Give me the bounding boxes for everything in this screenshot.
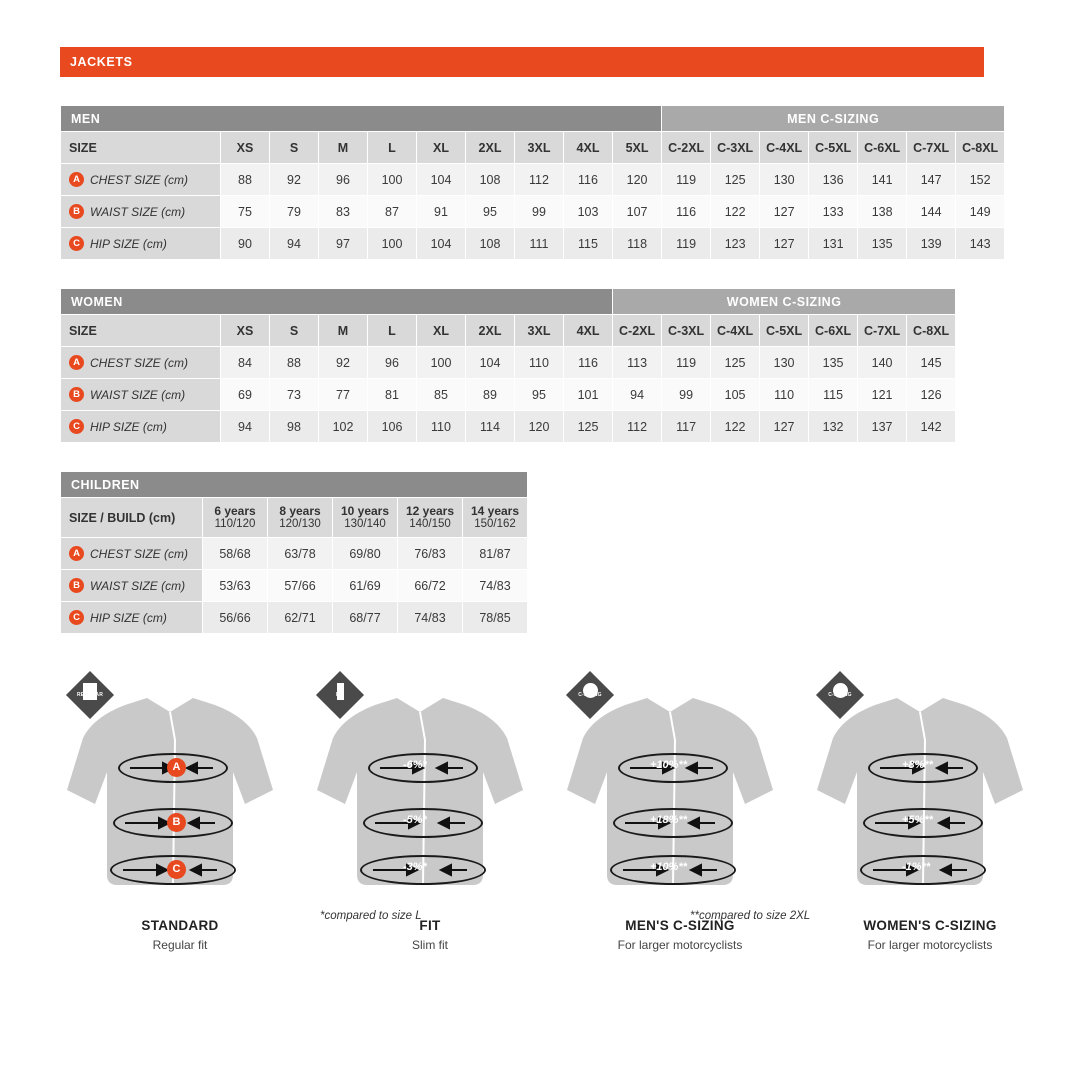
cell: 139 [907, 228, 956, 260]
marker-waist-delta: +18%** [650, 814, 688, 826]
cell: 127 [760, 228, 809, 260]
row-label-text: CHEST SIZE (cm) [90, 546, 188, 561]
cell: 135 [809, 347, 858, 379]
row-label-text: WAIST SIZE (cm) [90, 578, 186, 593]
cell: 76/83 [398, 538, 463, 570]
jacket-illustration [805, 660, 1055, 900]
cell: 94 [613, 379, 662, 411]
cell: 104 [417, 164, 466, 196]
women-size-label: SIZE [61, 315, 221, 347]
women-header-left: WOMEN [61, 289, 613, 315]
women-size-col: 3XL [515, 315, 564, 347]
women-row-label-waist [61, 379, 221, 411]
men-size-label: SIZE [61, 132, 221, 164]
note-csizing: **compared to size 2XL [690, 910, 811, 922]
note-fit: *compared to size L [320, 910, 422, 922]
cell: 87 [368, 196, 417, 228]
cell: 135 [858, 228, 907, 260]
cell: 69 [221, 379, 270, 411]
women-size-col: XS [221, 315, 270, 347]
children-col-build: 140/150 [409, 517, 451, 530]
men-row-label-waist [61, 196, 221, 228]
cell: 123 [711, 228, 760, 260]
cell: 122 [711, 411, 760, 443]
fit-tag-label: FIT [335, 692, 345, 698]
men-size-col: XL [417, 132, 466, 164]
row-label-text: HIP SIZE (cm) [90, 236, 167, 251]
women-csize-col: C-7XL [858, 315, 907, 347]
cell: 96 [368, 347, 417, 379]
cell: 101 [564, 379, 613, 411]
cell: 81 [368, 379, 417, 411]
row-label-text: CHEST SIZE (cm) [90, 172, 188, 187]
children-table-size-header [61, 498, 528, 538]
cell: 126 [907, 379, 956, 411]
women-csize-col: C-2XL [613, 315, 662, 347]
women-size-col: M [319, 315, 368, 347]
cell: 92 [270, 164, 319, 196]
children-size-label: SIZE / BUILD (cm) [61, 498, 203, 538]
cell: 119 [662, 347, 711, 379]
cell: 133 [809, 196, 858, 228]
cell: 94 [221, 411, 270, 443]
men-csize-col: C-4XL [760, 132, 809, 164]
row-label-text: WAIST SIZE (cm) [90, 387, 186, 402]
measure-arrows [305, 660, 555, 900]
cell: 99 [662, 379, 711, 411]
children-col-build: 110/120 [214, 517, 256, 530]
cell: 114 [466, 411, 515, 443]
cell: 107 [613, 196, 662, 228]
cell: 97 [319, 228, 368, 260]
men-size-col: L [368, 132, 417, 164]
children-col-header [398, 498, 463, 538]
cell: 130 [760, 347, 809, 379]
women-csize-col: C-6XL [809, 315, 858, 347]
figure-caption [55, 918, 305, 952]
cell: 110 [417, 411, 466, 443]
cell: 127 [760, 411, 809, 443]
cell: 111 [515, 228, 564, 260]
page-title: JACKETS [60, 47, 984, 77]
children-col-age: 10 years [340, 503, 390, 518]
row-label-text: HIP SIZE (cm) [90, 610, 167, 625]
cell: 100 [417, 347, 466, 379]
cell: 61/69 [333, 570, 398, 602]
cell: 74/83 [463, 570, 528, 602]
cell: 105 [711, 379, 760, 411]
cell: 98 [270, 411, 319, 443]
cell: 58/68 [203, 538, 268, 570]
men-size-col: XS [221, 132, 270, 164]
women-table-group-header [61, 289, 956, 315]
cell: 102 [319, 411, 368, 443]
marker-a: A [167, 758, 186, 777]
cell: 115 [809, 379, 858, 411]
children-col-header [268, 498, 333, 538]
children-size-table [60, 471, 528, 634]
cell: 112 [515, 164, 564, 196]
fit-figures [55, 660, 1030, 1020]
table-row [61, 196, 1005, 228]
cell: 110 [515, 347, 564, 379]
jacket-illustration [305, 660, 555, 900]
cell: 90 [221, 228, 270, 260]
table-row [61, 411, 956, 443]
cell: 99 [515, 196, 564, 228]
figure-standard [55, 660, 305, 1020]
marker-chest-delta: +8%** [902, 759, 933, 771]
cell: 138 [858, 196, 907, 228]
men-size-table [60, 105, 1005, 260]
men-csize-col: C-8XL [956, 132, 1005, 164]
cell: 103 [564, 196, 613, 228]
children-col-header [463, 498, 528, 538]
marker-waist-delta: +5%** [902, 814, 933, 826]
marker-chest-delta: +10%** [650, 759, 688, 771]
figure-subtitle: For larger motorcyclists [867, 938, 993, 952]
cell: 75 [221, 196, 270, 228]
cell: 119 [662, 228, 711, 260]
cell: 144 [907, 196, 956, 228]
cell: 62/71 [268, 602, 333, 634]
men-header-left: MEN [61, 106, 662, 132]
women-csize-col: C-3XL [662, 315, 711, 347]
cell: 104 [417, 228, 466, 260]
badge-a: A [69, 172, 84, 187]
cell: 68/77 [333, 602, 398, 634]
cell: 118 [613, 228, 662, 260]
cell: 127 [760, 196, 809, 228]
cell: 108 [466, 228, 515, 260]
children-row-label-waist [61, 570, 203, 602]
marker-waist-delta: -5%* [403, 814, 427, 826]
cell: 89 [466, 379, 515, 411]
cell: 116 [662, 196, 711, 228]
figure-subtitle: Slim fit [412, 938, 448, 952]
table-row [61, 570, 528, 602]
men-size-col: M [319, 132, 368, 164]
children-col-header [333, 498, 398, 538]
men-row-label-chest [61, 164, 221, 196]
marker-hip-delta: +10%** [650, 861, 688, 873]
women-size-col: S [270, 315, 319, 347]
marker-hip-delta: -3%* [403, 861, 427, 873]
children-col-age: 8 years [279, 503, 321, 518]
cell: 100 [368, 164, 417, 196]
cell: 131 [809, 228, 858, 260]
fit-tag-label: C-SIZING [578, 692, 602, 698]
women-row-label-chest [61, 347, 221, 379]
cell: 84 [221, 347, 270, 379]
men-size-col: 5XL [613, 132, 662, 164]
men-size-col: 4XL [564, 132, 613, 164]
figure-caption [805, 918, 1055, 952]
cell: 85 [417, 379, 466, 411]
cell: 79 [270, 196, 319, 228]
marker-c: C [167, 860, 186, 879]
table-row [61, 379, 956, 411]
cell: 113 [613, 347, 662, 379]
cell: 78/85 [463, 602, 528, 634]
cell: 77 [319, 379, 368, 411]
cell: 140 [858, 347, 907, 379]
cell: 137 [858, 411, 907, 443]
badge-c: C [69, 610, 84, 625]
badge-b: B [69, 204, 84, 219]
cell: 117 [662, 411, 711, 443]
figure-fit [305, 660, 555, 1020]
cell: 100 [368, 228, 417, 260]
cell: 106 [368, 411, 417, 443]
marker-chest-delta: -6%* [403, 759, 427, 771]
cell: 66/72 [398, 570, 463, 602]
cell: 120 [515, 411, 564, 443]
women-size-col: 4XL [564, 315, 613, 347]
cell: 88 [270, 347, 319, 379]
marker-b: B [167, 813, 186, 832]
figure-caption [555, 918, 805, 952]
women-row-label-hip [61, 411, 221, 443]
badge-c: C [69, 419, 84, 434]
table-row [61, 538, 528, 570]
cell: 119 [662, 164, 711, 196]
cell: 116 [564, 164, 613, 196]
cell: 120 [613, 164, 662, 196]
figure-caption [305, 918, 555, 952]
fit-tag-label: REGULAR [76, 692, 104, 698]
table-row [61, 602, 528, 634]
cell: 122 [711, 196, 760, 228]
children-col-build: 130/140 [344, 517, 386, 530]
jacket-illustration [555, 660, 805, 900]
badge-b: B [69, 578, 84, 593]
cell: 73 [270, 379, 319, 411]
cell: 142 [907, 411, 956, 443]
cell: 53/63 [203, 570, 268, 602]
figure-womens-csizing [805, 660, 1055, 1020]
cell: 116 [564, 347, 613, 379]
women-size-col: XL [417, 315, 466, 347]
cell: 141 [858, 164, 907, 196]
cell: 95 [466, 196, 515, 228]
women-header-right: WOMEN C-SIZING [613, 289, 956, 315]
women-size-col: 2XL [466, 315, 515, 347]
cell: 147 [907, 164, 956, 196]
cell: 88 [221, 164, 270, 196]
cell: 125 [564, 411, 613, 443]
children-col-header [203, 498, 268, 538]
men-row-label-hip [61, 228, 221, 260]
cell: 83 [319, 196, 368, 228]
cell: 112 [613, 411, 662, 443]
cell: 69/80 [333, 538, 398, 570]
cell: 94 [270, 228, 319, 260]
cell: 56/66 [203, 602, 268, 634]
cell: 57/66 [268, 570, 333, 602]
fit-tag-label: C-SIZING [828, 692, 852, 698]
cell: 152 [956, 164, 1005, 196]
cell: 91 [417, 196, 466, 228]
figure-title: STANDARD [141, 918, 219, 933]
cell: 74/83 [398, 602, 463, 634]
marker-hip-delta: -1%** [902, 861, 931, 873]
men-csize-col: C-7XL [907, 132, 956, 164]
men-csize-col: C-3XL [711, 132, 760, 164]
men-header-right: MEN C-SIZING [662, 106, 1005, 132]
men-table-size-header [61, 132, 1005, 164]
women-csize-col: C-8XL [907, 315, 956, 347]
cell: 92 [319, 347, 368, 379]
figure-mens-csizing [555, 660, 805, 1020]
men-csize-col: C-6XL [858, 132, 907, 164]
men-size-col: S [270, 132, 319, 164]
badge-b: B [69, 387, 84, 402]
row-label-text: CHEST SIZE (cm) [90, 355, 188, 370]
cell: 149 [956, 196, 1005, 228]
figure-title: MEN'S C-SIZING [625, 918, 735, 933]
cell: 96 [319, 164, 368, 196]
cell: 81/87 [463, 538, 528, 570]
figure-title: WOMEN'S C-SIZING [863, 918, 997, 933]
men-csize-col: C-5XL [809, 132, 858, 164]
cell: 115 [564, 228, 613, 260]
badge-a: A [69, 355, 84, 370]
children-row-label-hip [61, 602, 203, 634]
cell: 132 [809, 411, 858, 443]
children-table-group-header [61, 472, 528, 498]
cell: 63/78 [268, 538, 333, 570]
cell: 125 [711, 347, 760, 379]
cell: 108 [466, 164, 515, 196]
figure-subtitle: For larger motorcyclists [617, 938, 743, 952]
figure-subtitle: Regular fit [152, 938, 208, 952]
men-table-group-header [61, 106, 1005, 132]
row-label-text: WAIST SIZE (cm) [90, 204, 186, 219]
children-col-age: 14 years [470, 503, 520, 518]
women-size-table [60, 288, 956, 443]
children-col-age: 12 years [405, 503, 455, 518]
women-table-size-header [61, 315, 956, 347]
table-row [61, 228, 1005, 260]
women-csize-col: C-4XL [711, 315, 760, 347]
women-csize-col: C-5XL [760, 315, 809, 347]
women-size-col: L [368, 315, 417, 347]
table-row [61, 164, 1005, 196]
men-size-col: 3XL [515, 132, 564, 164]
cell: 121 [858, 379, 907, 411]
children-header: CHILDREN [61, 472, 528, 498]
men-size-col: 2XL [466, 132, 515, 164]
figure-title: FIT [419, 918, 441, 933]
row-label-text: HIP SIZE (cm) [90, 419, 167, 434]
cell: 130 [760, 164, 809, 196]
children-col-build: 150/162 [474, 517, 516, 530]
men-csize-col: C-2XL [662, 132, 711, 164]
cell: 125 [711, 164, 760, 196]
cell: 110 [760, 379, 809, 411]
cell: 136 [809, 164, 858, 196]
cell: 145 [907, 347, 956, 379]
badge-c: C [69, 236, 84, 251]
cell: 143 [956, 228, 1005, 260]
cell: 95 [515, 379, 564, 411]
children-col-age: 6 years [214, 503, 256, 518]
children-col-build: 120/130 [279, 517, 321, 530]
badge-a: A [69, 546, 84, 561]
cell: 104 [466, 347, 515, 379]
children-row-label-chest [61, 538, 203, 570]
jacket-illustration [55, 660, 305, 900]
table-row [61, 347, 956, 379]
